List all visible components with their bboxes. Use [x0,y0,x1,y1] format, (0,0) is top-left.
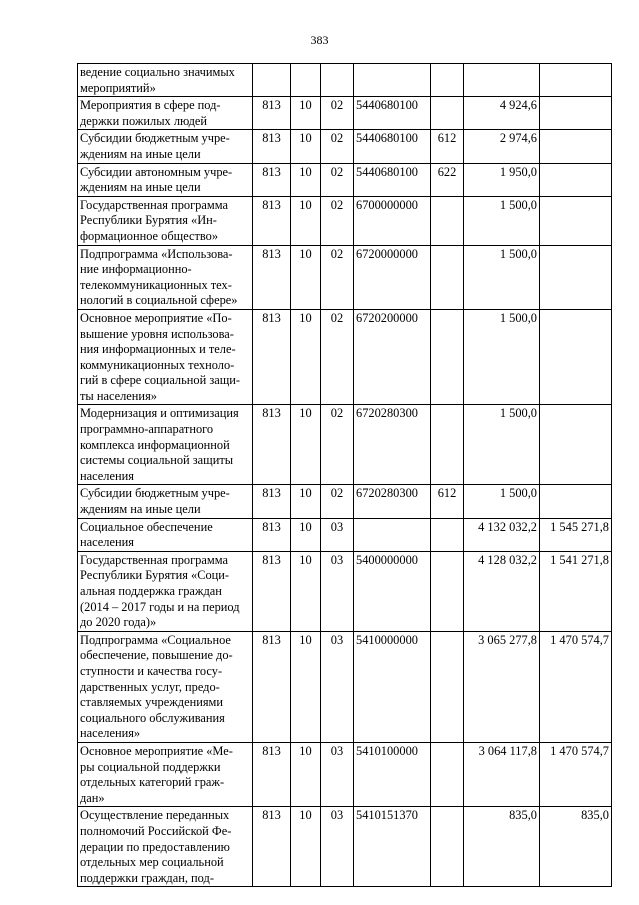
table-row [78,163,612,196]
item-name-cell: ведение социально значимых мероприятий» [78,64,253,97]
table-row [78,130,612,163]
item-name-cell: Субсидии автономным учре- ждениям на иные цели [78,163,253,196]
expense-type-code-cell [431,245,464,309]
federal-amount-cell [540,163,612,196]
expense-type-code-cell: 612 [431,130,464,163]
table-row [78,97,612,130]
section-code-cell: 10 [291,485,321,518]
expense-type-code-cell [431,97,464,130]
department-code-cell: 813 [253,518,291,551]
federal-amount-cell [540,309,612,405]
subsection-code-cell: 03 [321,742,354,806]
department-code-cell [253,64,291,97]
item-name-cell: Субсидии бюджетным учре- ждениям на иные цели [78,130,253,163]
table-row [78,485,612,518]
subsection-code-cell: 02 [321,405,354,485]
section-code-cell: 10 [291,245,321,309]
target-article-code-cell: 5440680100 [354,97,431,130]
target-article-code-cell: 6720200000 [354,309,431,405]
table-row [78,807,612,887]
department-code-cell: 813 [253,196,291,245]
item-name-cell: Субсидии бюджетным учре- ждениям на иные цели [78,485,253,518]
target-article-code-cell: 5410000000 [354,631,431,742]
amount-cell: 1 500,0 [464,309,540,405]
amount-cell: 1 500,0 [464,405,540,485]
target-article-code-cell: 5440680100 [354,130,431,163]
federal-amount-cell [540,64,612,97]
department-code-cell: 813 [253,163,291,196]
target-article-code-cell: 6720000000 [354,245,431,309]
federal-amount-cell: 1 470 574,7 [540,742,612,806]
table-row [78,631,612,742]
subsection-code-cell: 02 [321,130,354,163]
department-code-cell: 813 [253,807,291,887]
amount-cell: 835,0 [464,807,540,887]
department-code-cell: 813 [253,97,291,130]
target-article-code-cell: 5410100000 [354,742,431,806]
expense-type-code-cell [431,631,464,742]
section-code-cell [291,64,321,97]
section-code-cell: 10 [291,405,321,485]
amount-cell: 2 974,6 [464,130,540,163]
department-code-cell: 813 [253,631,291,742]
expense-type-code-cell [431,196,464,245]
table-row [78,309,612,405]
target-article-code-cell [354,64,431,97]
section-code-cell: 10 [291,551,321,631]
amount-cell: 1 500,0 [464,245,540,309]
subsection-code-cell: 03 [321,518,354,551]
expense-type-code-cell [431,309,464,405]
target-article-code-cell: 5410151370 [354,807,431,887]
subsection-code-cell: 02 [321,163,354,196]
amount-cell: 4 132 032,2 [464,518,540,551]
target-article-code-cell: 5400000000 [354,551,431,631]
section-code-cell: 10 [291,163,321,196]
subsection-code-cell: 02 [321,485,354,518]
amount-cell: 1 500,0 [464,196,540,245]
expense-type-code-cell: 622 [431,163,464,196]
section-code-cell: 10 [291,130,321,163]
expense-type-code-cell [431,518,464,551]
federal-amount-cell [540,485,612,518]
target-article-code-cell: 6720280300 [354,405,431,485]
item-name-cell: Основное мероприятие «Ме- ры социальной поддержки отдельных категорий граж- дан» [78,742,253,806]
federal-amount-cell: 1 541 271,8 [540,551,612,631]
department-code-cell: 813 [253,405,291,485]
item-name-cell: Основное мероприятие «По- вышение уровня использова- ния информационных и теле- коммуникационных техноло- гий в сфере социальной защи- ты населения» [78,309,253,405]
federal-amount-cell [540,245,612,309]
amount-cell: 4 128 032,2 [464,551,540,631]
federal-amount-cell: 835,0 [540,807,612,887]
table-row [78,245,612,309]
amount-cell [464,64,540,97]
expense-type-code-cell [431,405,464,485]
federal-amount-cell [540,405,612,485]
section-code-cell: 10 [291,631,321,742]
expense-type-code-cell [431,64,464,97]
department-code-cell: 813 [253,245,291,309]
amount-cell: 1 500,0 [464,485,540,518]
federal-amount-cell: 1 545 271,8 [540,518,612,551]
item-name-cell: Мероприятия в сфере под- держки пожилых людей [78,97,253,130]
amount-cell: 3 065 277,8 [464,631,540,742]
section-code-cell: 10 [291,518,321,551]
item-name-cell: Осуществление переданных полномочий Российской Фе- дерации по предоставлению отдельных мер социальной поддержки граждан, под- [78,807,253,887]
table-row [78,518,612,551]
amount-cell: 1 950,0 [464,163,540,196]
section-code-cell: 10 [291,807,321,887]
department-code-cell: 813 [253,485,291,518]
target-article-code-cell: 6720280300 [354,485,431,518]
subsection-code-cell: 03 [321,551,354,631]
section-code-cell: 10 [291,196,321,245]
section-code-cell: 10 [291,97,321,130]
item-name-cell: Социальное обеспечение населения [78,518,253,551]
item-name-cell: Подпрограмма «Социальное обеспечение, повышение до- ступности и качества госу- дарственных услуг, предо- ставляемых учреждениями социального обслуживания населения» [78,631,253,742]
target-article-code-cell: 5440680100 [354,163,431,196]
department-code-cell: 813 [253,742,291,806]
department-code-cell: 813 [253,551,291,631]
subsection-code-cell: 02 [321,97,354,130]
department-code-cell: 813 [253,130,291,163]
item-name-cell: Государственная программа Республики Бурятия «Ин- формационное общество» [78,196,253,245]
table-row [78,742,612,806]
subsection-code-cell: 02 [321,196,354,245]
target-article-code-cell: 6700000000 [354,196,431,245]
federal-amount-cell: 1 470 574,7 [540,631,612,742]
amount-cell: 4 924,6 [464,97,540,130]
amount-cell: 3 064 117,8 [464,742,540,806]
page-number: 383 [310,33,329,47]
item-name-cell: Модернизация и оптимизация программно-аппаратного комплекса информационной системы социальной защиты населения [78,405,253,485]
table-row [78,196,612,245]
subsection-code-cell: 03 [321,631,354,742]
department-code-cell: 813 [253,309,291,405]
subsection-code-cell: 02 [321,245,354,309]
subsection-code-cell: 02 [321,309,354,405]
expense-type-code-cell: 612 [431,485,464,518]
subsection-code-cell [321,64,354,97]
budget-table [77,63,612,887]
table-row [78,551,612,631]
subsection-code-cell: 03 [321,807,354,887]
item-name-cell: Подпрограмма «Использова- ние информационно- телекоммуникационных тех- нологий в социальной сфере» [78,245,253,309]
table-row [78,64,612,97]
federal-amount-cell [540,196,612,245]
section-code-cell: 10 [291,742,321,806]
expense-type-code-cell [431,807,464,887]
expense-type-code-cell [431,551,464,631]
expense-type-code-cell [431,742,464,806]
section-code-cell: 10 [291,309,321,405]
target-article-code-cell [354,518,431,551]
table-row [78,405,612,485]
federal-amount-cell [540,97,612,130]
federal-amount-cell [540,130,612,163]
item-name-cell: Государственная программа Республики Бурятия «Соци- альная поддержка граждан (2014 – 2017 годы и на период до 2020 года)» [78,551,253,631]
